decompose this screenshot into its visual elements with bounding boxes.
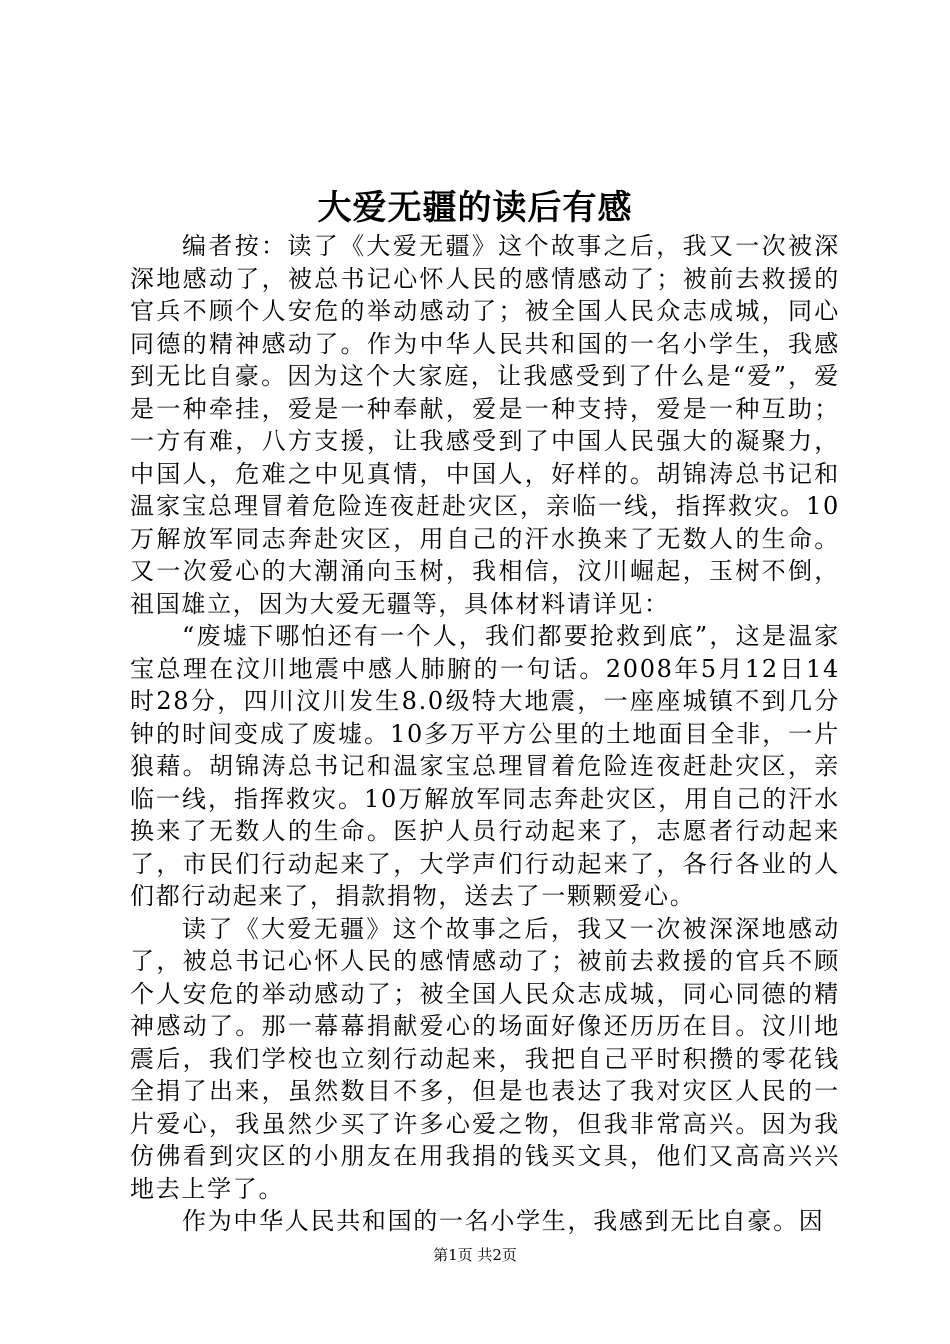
- paragraph-reflection: 读了《大爱无疆》这个故事之后，我又一次被深深地感动了，被总书记心怀人民的感情感动了；被前去救援的官兵不顾个人安危的举动感动了；被全国人民众志成城，同心同德的精神感动了。那一幕幕捐献爱心的场面好像还历历在目。汶川地震后，我们学校也立刻行动起来，我把自己平时积攒的零花钱全捐了出来，虽然数目不多，但是也表达了我对灾区人民的一片爱心，我虽然少买了许多心爱之物，但我非常高兴。因为我仿佛看到灾区的小朋友在用我捐的钱买文具，他们又高高兴兴地去上学了。: [130, 914, 840, 1203]
- paragraph-earthquake: “废墟下哪怕还有一个人，我们都要抢救到底”，这是温家宝总理在汶川地震中感人肺腑的一句话。2008年5月12日14时28分，四川汶川发生8.0级特大地震，一座座城镇不到几分钟的时间变成了废墟。10多万平方公里的土地面目全非，一片狼藉。胡锦涛总书记和温家宝总理冒着危险连夜赶赴灾区，亲临一线，指挥救灾。10万解放军同志奔赴灾区，用自己的汗水换来了无数人的生命。医护人员行动起来了，志愿者行动起来了，市民们行动起来了，大学声们行动起来了，各行各业的人们都行动起来了，捐款捐物，送去了一颗颗爱心。: [130, 622, 840, 910]
- document-title: 大爱无疆的读后有感: [317, 188, 633, 228]
- paragraph-pride: 作为中华人民共和国的一名小学生，我感到无比自豪。因: [182, 1207, 825, 1235]
- page-number-footer: 第1页 共2页: [433, 1246, 517, 1264]
- paragraph-editor-note: 编者按：读了《大爱无疆》这个故事之后，我又一次被深深地感动了，被总书记心怀人民的感情感动了；被前去救援的官兵不顾个人安危的举动感动了；被全国人民众志成城，同心同德的精神感动了。作为中华人民共和国的一名小学生，我感到无比自豪。因为这个大家庭，让我感受到了什么是“爱”，爱是一种牵挂，爱是一种奉献，爱是一种支持，爱是一种互助；一方有难，八方支援，让我感受到了中国人民强大的凝聚力，中国人，危难之中见真情，中国人，好样的。胡锦涛总书记和温家宝总理冒着危险连夜赶赴灾区，亲临一线，指挥救灾。10万解放军同志奔赴灾区，用自己的汗水换来了无数人的生命。又一次爱心的大潮涌向玉树，我相信，汶川崛起，玉树不倒，祖国雄立，因为大爱无疆等，具体材料请详见：: [130, 232, 840, 618]
- document-body: [130, 230, 840, 1238]
